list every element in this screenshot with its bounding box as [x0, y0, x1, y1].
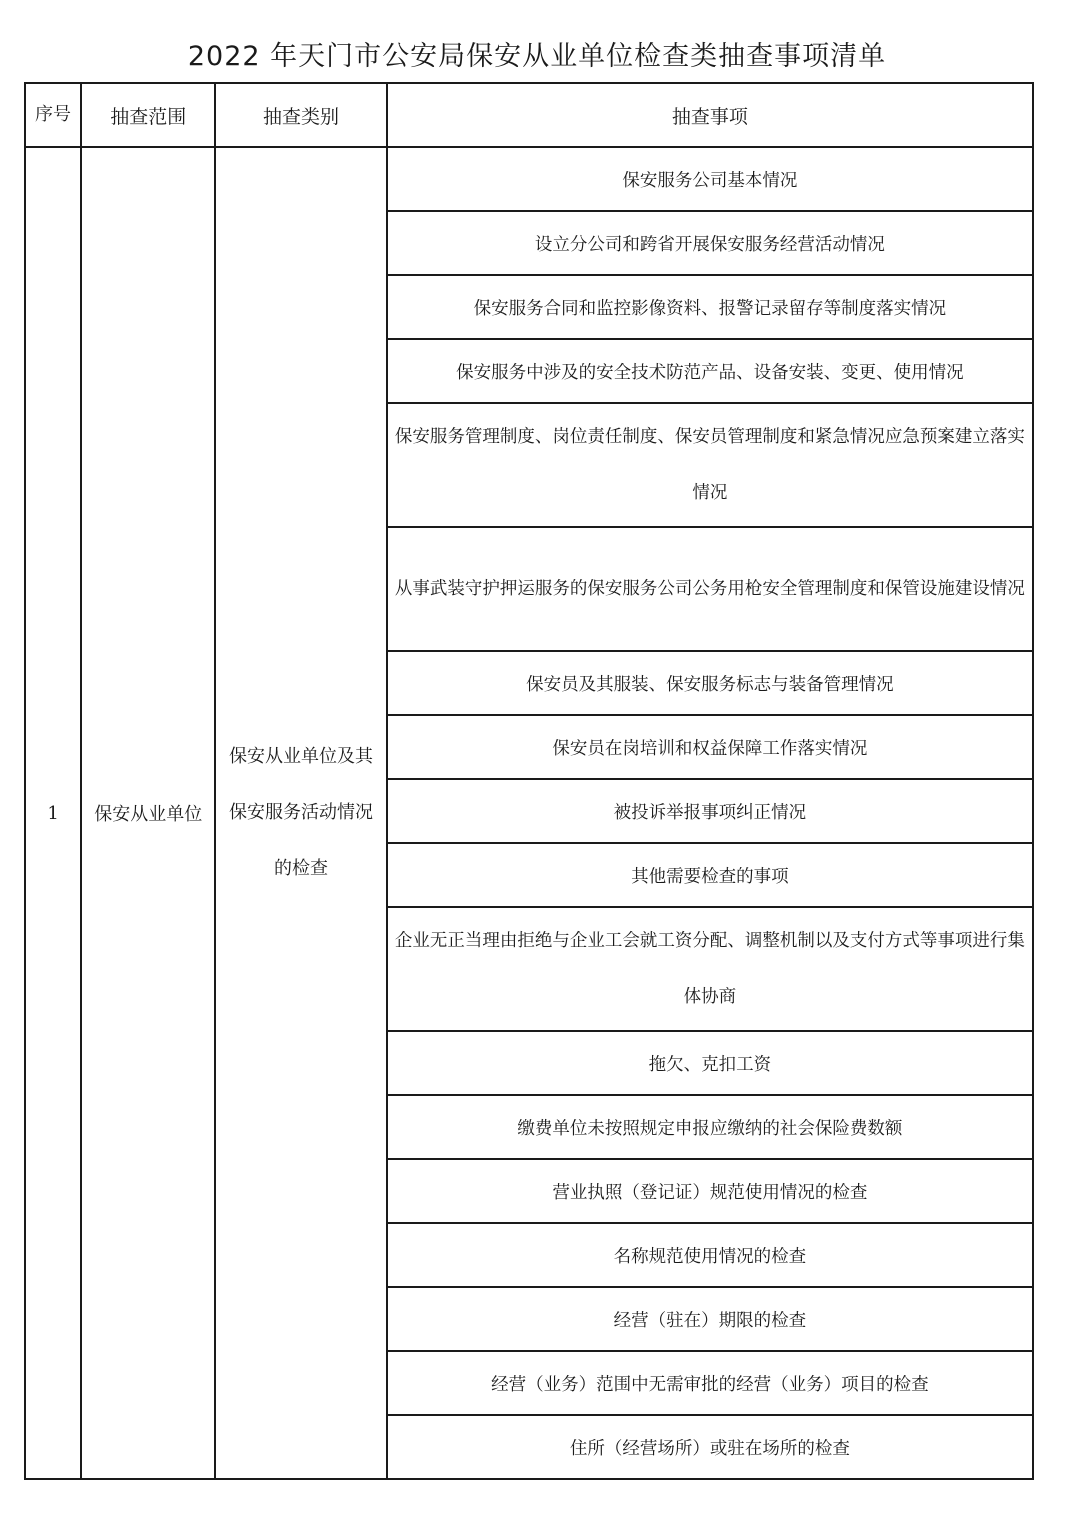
inspection-item: 被投诉举报事项纠正情况 — [387, 779, 1033, 843]
inspection-item: 营业执照（登记证）规范使用情况的检查 — [387, 1159, 1033, 1223]
inspection-item: 保安服务合同和监控影像资料、报警记录留存等制度落实情况 — [387, 275, 1033, 339]
inspection-item: 住所（经营场所）或驻在场所的检查 — [387, 1415, 1033, 1479]
header-row — [25, 83, 1033, 147]
inspection-item: 保安员及其服装、保安服务标志与装备管理情况 — [387, 651, 1033, 715]
header-seq: 序号 — [25, 83, 81, 147]
inspection-table — [24, 82, 1034, 1480]
row-category: 保安从业单位及其保安服务活动情况的检查 — [215, 147, 386, 1479]
page-title: 2022 年天门市公安局保安从业单位检查类抽查事项清单 — [187, 41, 887, 72]
inspection-item: 保安服务管理制度、岗位责任制度、保安员管理制度和紧急情况应急预案建立落实情况 — [387, 403, 1033, 527]
inspection-item: 拖欠、克扣工资 — [387, 1031, 1033, 1095]
inspection-item: 经营（驻在）期限的检查 — [387, 1287, 1033, 1351]
header-category: 抽查类别 — [215, 83, 386, 147]
inspection-item: 保安员在岗培训和权益保障工作落实情况 — [387, 715, 1033, 779]
inspection-item: 保安服务中涉及的安全技术防范产品、设备安装、变更、使用情况 — [387, 339, 1033, 403]
inspection-item: 保安服务公司基本情况 — [387, 147, 1033, 211]
inspection-item: 经营（业务）范围中无需审批的经营（业务）项目的检查 — [387, 1351, 1033, 1415]
row-seq: 1 — [25, 147, 81, 1479]
row-scope: 保安从业单位 — [81, 147, 215, 1479]
inspection-item: 从事武装守护押运服务的保安服务公司公务用枪安全管理制度和保管设施建设情况 — [387, 527, 1033, 651]
inspection-item: 企业无正当理由拒绝与企业工会就工资分配、调整机制以及支付方式等事项进行集体协商 — [387, 907, 1033, 1031]
inspection-item: 设立分公司和跨省开展保安服务经营活动情况 — [387, 211, 1033, 275]
header-items: 抽查事项 — [387, 83, 1033, 147]
inspection-item: 缴费单位未按照规定申报应缴纳的社会保险费数额 — [387, 1095, 1033, 1159]
header-scope: 抽查范围 — [81, 83, 215, 147]
table-row — [25, 147, 1033, 211]
inspection-item: 其他需要检查的事项 — [387, 843, 1033, 907]
inspection-item: 名称规范使用情况的检查 — [387, 1223, 1033, 1287]
